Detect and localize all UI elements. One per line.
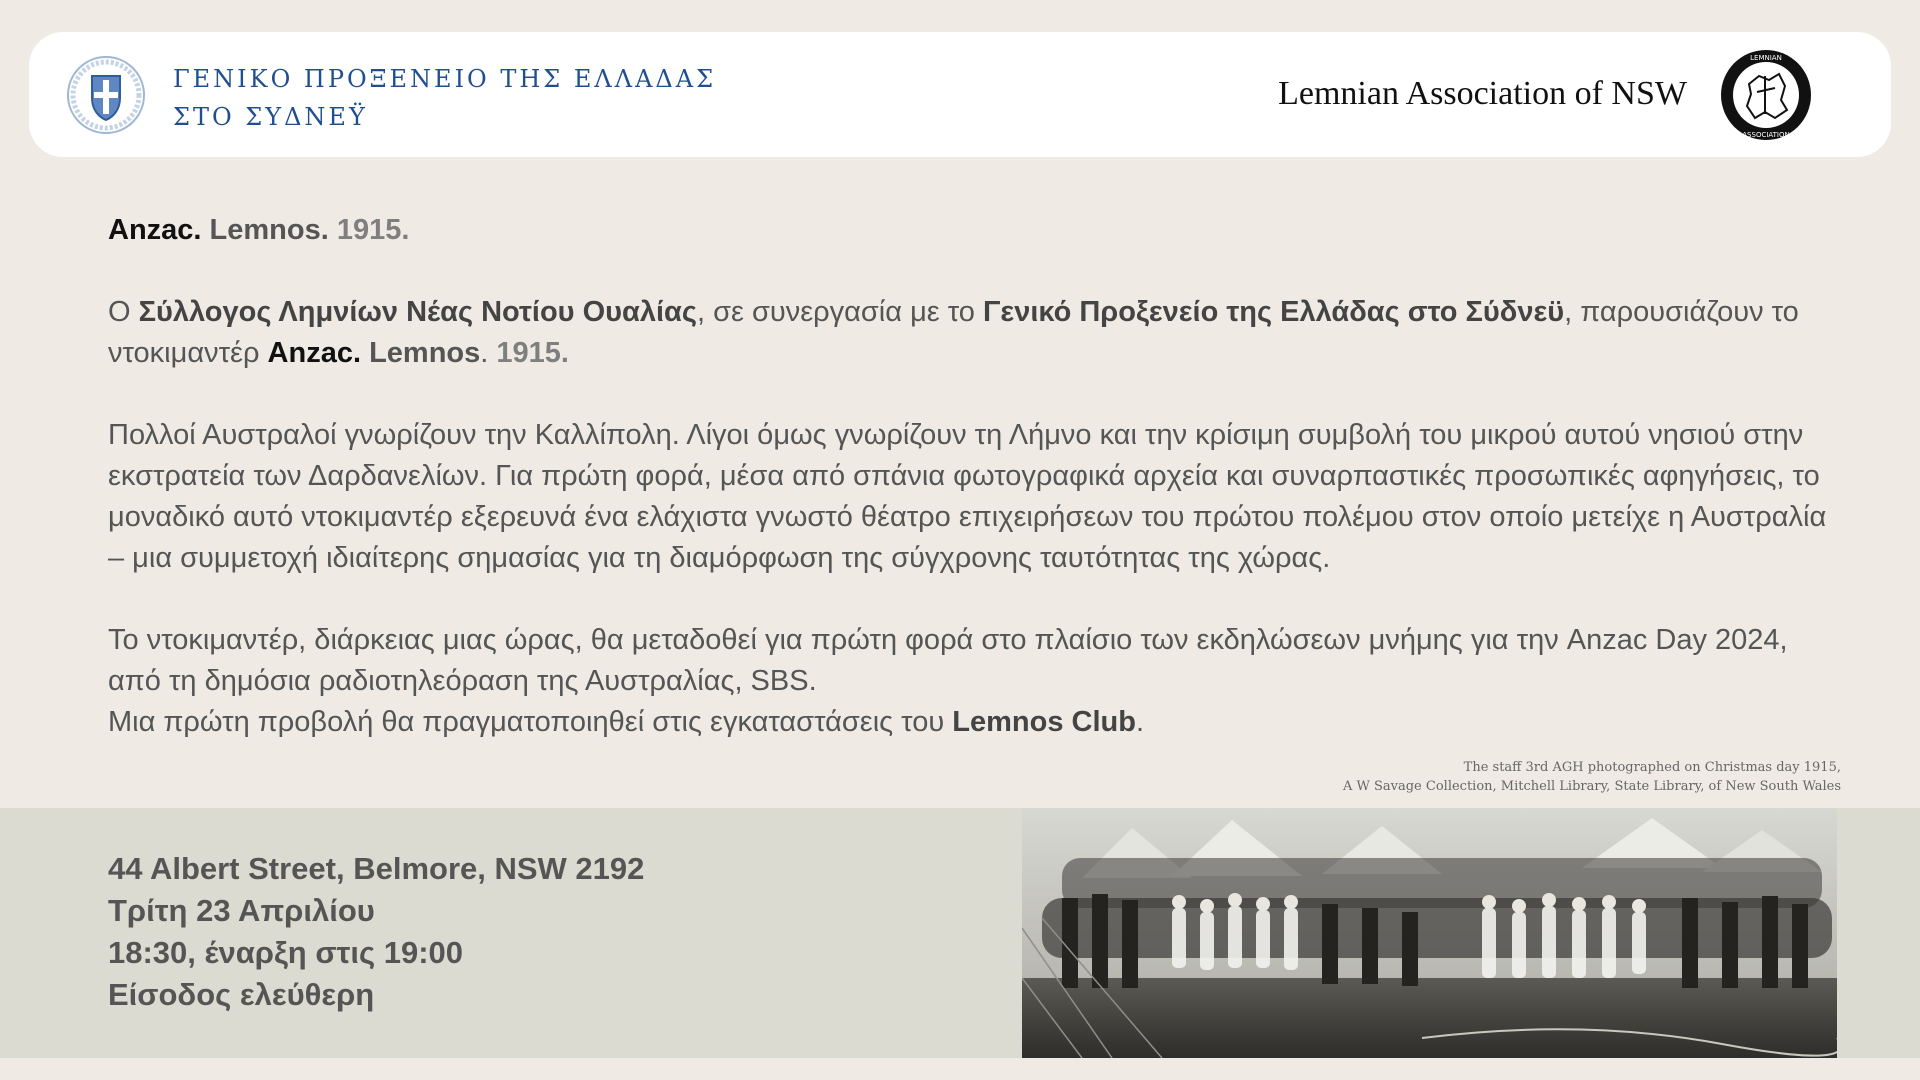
association-name: Lemnian Association of NSW bbox=[1278, 75, 1687, 112]
greek-coat-of-arms-icon bbox=[65, 54, 147, 136]
historic-group-photo bbox=[1022, 808, 1837, 1058]
title-lemnos: Lemnos. bbox=[209, 214, 329, 246]
intro-year: 1915. bbox=[496, 337, 569, 369]
event-details-band bbox=[0, 808, 1920, 1058]
documentary-title bbox=[108, 210, 1828, 251]
logo-text-bottom: ASSOCIATION bbox=[1742, 131, 1790, 139]
title-anzac: Anzac. bbox=[108, 214, 202, 246]
broadcast-paragraph bbox=[108, 620, 1828, 743]
photo-caption bbox=[1343, 758, 1841, 796]
intro-lemnos: Lemnos bbox=[369, 337, 481, 369]
logo-text-top: LEMNIAN bbox=[1750, 54, 1782, 62]
consulate-line-1: ΓΕΝΙΚΟ ΠΡΟΞΕΝΕΙΟ ΤΗΣ ΕΛΛΑΔΑΣ bbox=[173, 65, 717, 93]
intro-anzac: Anzac. bbox=[267, 337, 362, 369]
intro-organization: Σύλλογος Λημνίων Νέας Νοτίου Ουαλίας bbox=[138, 296, 697, 328]
description-paragraph: Πολλοί Αυστραλοί γνωρίζουν την Καλλίπολη. Λίγοι όμως γνωρίζουν τη Λήμνο και την κρίσιμη συμβολή του μικρού αυτού νησιού στην εκστρατεία των Δαρδανελίων. Για πρώτη φορά, μέσα από σπάνια φωτογραφικά αρχεία και συναρπαστικές προσωπικές αφηγήσεις, το μοναδικό αυτό ντοκιμαντέρ εξερευνά ένα ελάχιστα γνωστό θέατρο επιχειρήσεων του πρώτου πολέμου στον οποίο μετείχε η Αυστραλία – μια συμμετοχή ιδιαίτερης σημασίας για τη διαμόρφωση της σύγχρονης ταυτότητας της χώρας. bbox=[108, 419, 1827, 574]
event-address: 44 Albert Street, Belmore, NSW 2192 bbox=[108, 851, 645, 886]
consulate-line-2: ΣΤΟ ΣΥΔΝΕΫ bbox=[173, 103, 368, 131]
lemnian-association-logo-icon bbox=[1719, 48, 1813, 142]
intro-text-3: , παρουσιάζουν το ντοκιμαντέρ bbox=[108, 296, 1799, 369]
venue-name: Lemnos Club bbox=[952, 706, 1136, 738]
caption-line-2: A W Savage Collection, Mitchell Library, State Library, of New South Wales bbox=[1342, 779, 1841, 794]
consulate-name bbox=[173, 60, 716, 136]
screening-text: Μια πρώτη προβολή θα πραγματοποιηθεί στις εγκαταστάσεις του bbox=[108, 706, 953, 738]
intro-text-2: , σε συνεργασία με το bbox=[696, 296, 983, 328]
event-details bbox=[108, 848, 644, 1016]
intro-dot: . bbox=[480, 337, 497, 369]
historic-group-photo-icon bbox=[1022, 808, 1837, 1058]
event-time: 18:30, έναρξη στις 19:00 bbox=[108, 935, 464, 970]
caption-line-1: The staff 3rd AGH photographed on Christmas day 1915, bbox=[1463, 760, 1841, 775]
main-content bbox=[108, 210, 1828, 743]
header-banner bbox=[29, 32, 1891, 157]
screening-end: . bbox=[1135, 706, 1145, 738]
broadcast-text: Το ντοκιμαντέρ, διάρκειας μιας ώρας, θα μεταδοθεί για πρώτη φορά στο πλαίσιο των εκδηλώσεων μνήμης για την Anzac Day 2024, από τη δημόσια ραδιοτηλεόραση της Αυστραλίας, SBS. bbox=[108, 624, 1788, 697]
event-date: Τρίτη 23 Απριλίου bbox=[108, 893, 375, 928]
event-entry: Είσοδος ελεύθερη bbox=[108, 977, 375, 1012]
intro-paragraph bbox=[108, 292, 1828, 374]
intro-consulate: Γενικό Προξενείο της Ελλάδας στο Σύδνεϋ bbox=[983, 296, 1565, 328]
title-year: 1915. bbox=[336, 214, 410, 246]
intro-space bbox=[361, 337, 369, 369]
intro-text-1: Ο bbox=[108, 296, 139, 328]
